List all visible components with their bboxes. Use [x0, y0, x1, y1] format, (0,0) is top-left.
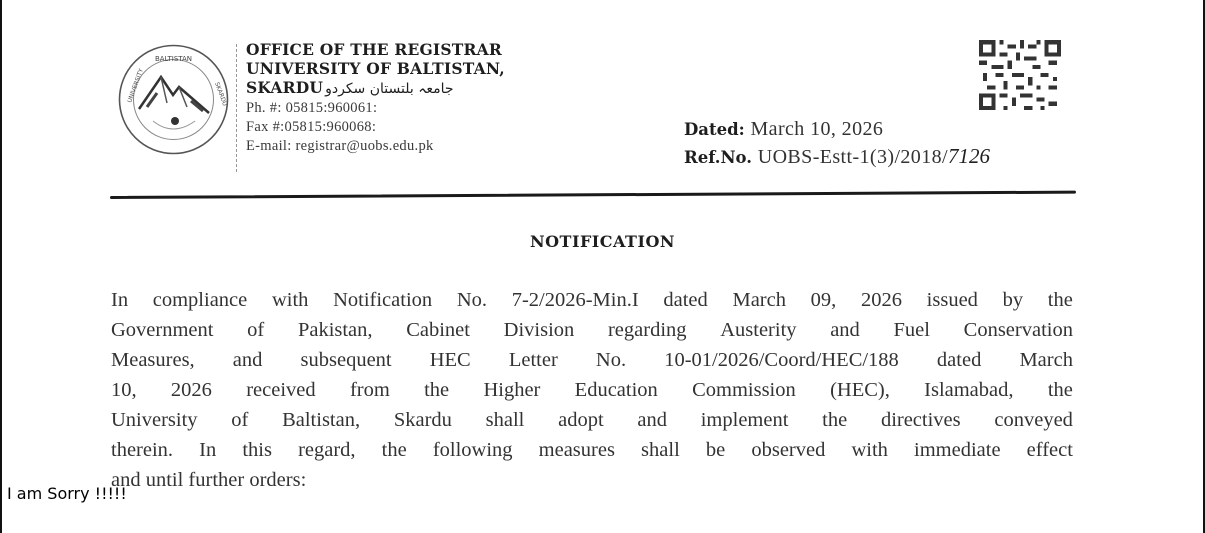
phone-number: Ph. #: 05815:960061: [246, 100, 378, 116]
body-line: 10, 2026 received from the Higher Education Commission (HEC), Islamabad, the [111, 379, 1073, 401]
ref-value: UOBS-Estt-1(3)/2018/ [757, 146, 948, 168]
header-separator [236, 44, 238, 172]
body-line: therein. In this regard, the following measures shall be observed with immediate effect [111, 439, 1073, 461]
dated-label: Dated: [684, 120, 745, 139]
urdu-name: جامعہ بلتستان سکردو [325, 81, 454, 97]
body-line: Government of Pakistan, Cabinet Division regarding Austerity and Fuel Conservation [111, 319, 1073, 341]
office-address-block [246, 40, 505, 156]
svg-text:SKARDU: SKARDU [213, 81, 229, 108]
svg-text:BALTISTAN: BALTISTAN [154, 55, 193, 63]
ref-handwritten-number: 7126 [947, 144, 990, 168]
university-seal-icon [117, 43, 230, 156]
university-name: UNIVERSITY OF BALTISTAN, [246, 59, 505, 78]
body-line: In compliance with Notification No. 7-2/2026-Min.I dated March 09, 2026 issued by the [111, 289, 1073, 311]
city-name: SKARDU [246, 78, 324, 97]
dated-row [684, 116, 990, 143]
city-line [246, 78, 505, 99]
document-meta [684, 116, 990, 171]
dated-value: March 10, 2026 [750, 118, 884, 140]
office-title: OFFICE OF THE REGISTRAR [246, 40, 502, 59]
qr-code-icon [979, 40, 1061, 110]
ref-label: Ref.No. [684, 148, 753, 167]
body-line: and until further orders: [111, 469, 307, 491]
fax-number: Fax #:05815:960068: [246, 119, 377, 135]
overlay-caption: I am Sorry !!!!! [7, 484, 127, 503]
body-line: University of Baltistan, Skardu shall adopt and implement the directives conveyed [111, 409, 1073, 431]
svg-text:UNIVERSITY: UNIVERSITY [126, 67, 146, 104]
notification-title [0, 232, 1205, 251]
notification-body [111, 285, 1073, 495]
email-address: E-mail: registrar@uobs.edu.pk [246, 138, 434, 154]
left-border [0, 0, 2, 533]
notification-title-text: NOTIFICATION [529, 232, 676, 251]
header-divider [110, 191, 1076, 199]
ref-row [684, 143, 990, 171]
body-line: Measures, and subsequent HEC Letter No. 10-01/2026/Coord/HEC/188 dated March [111, 349, 1073, 371]
